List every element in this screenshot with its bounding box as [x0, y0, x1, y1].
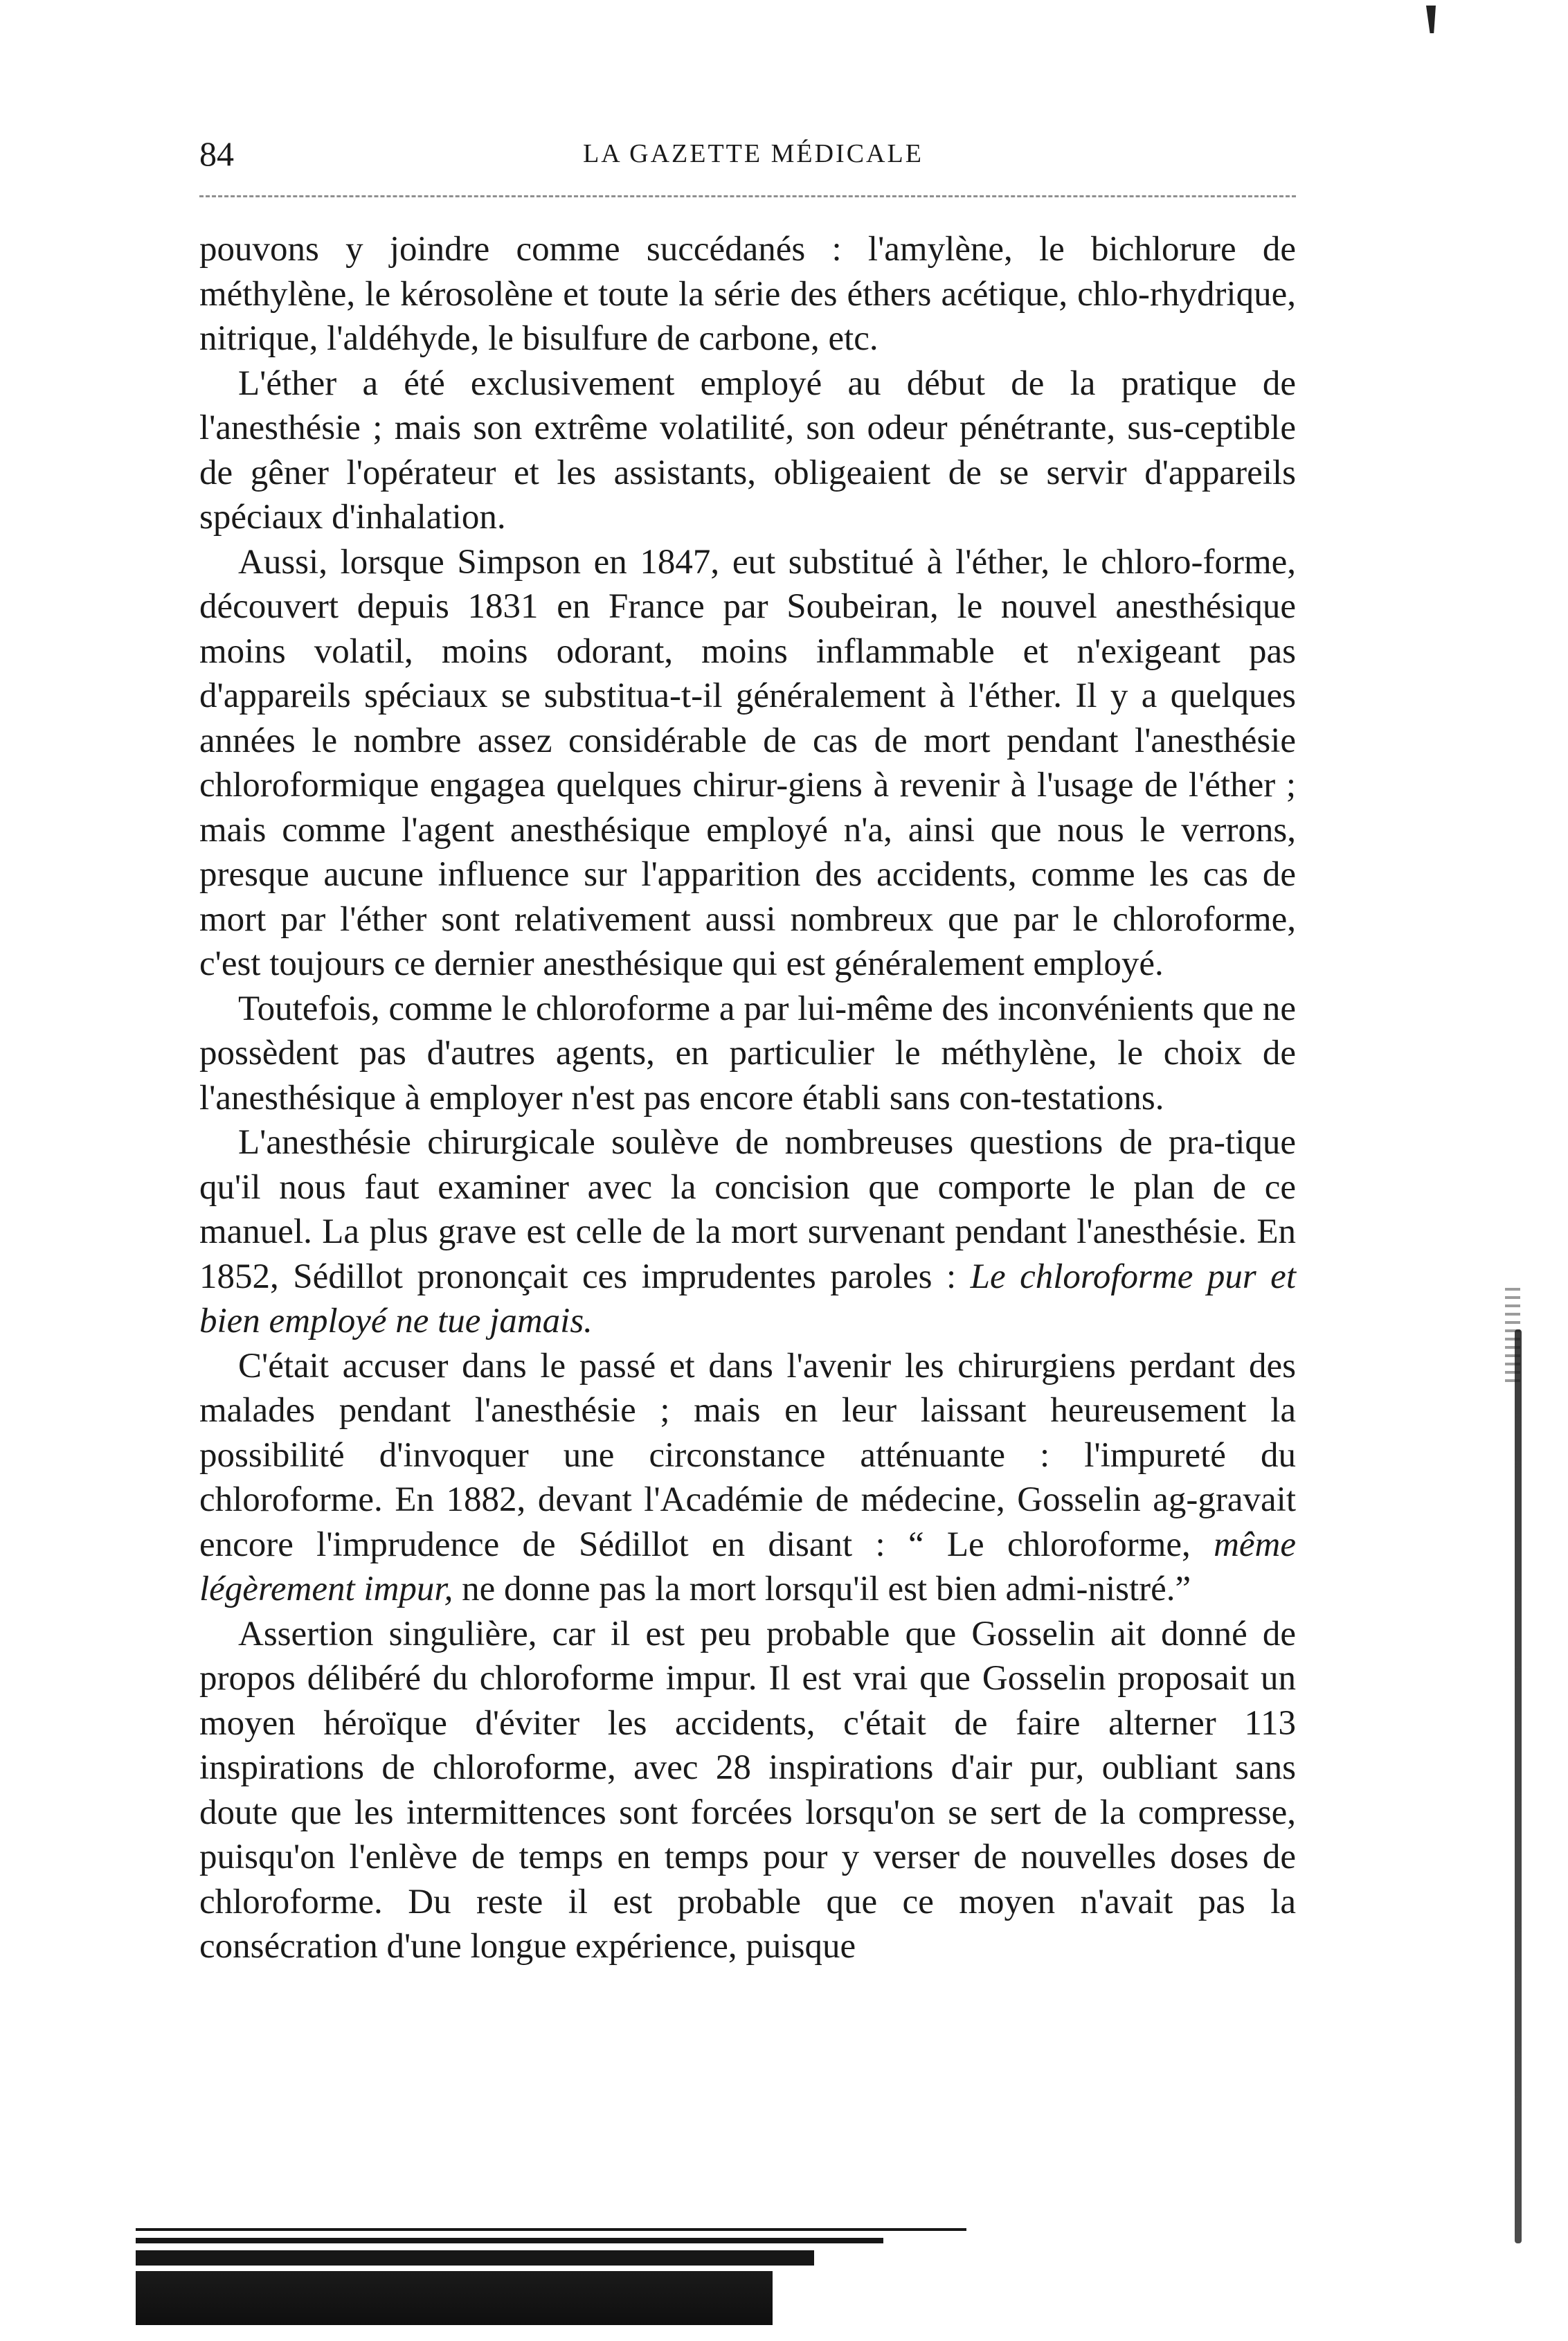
- paragraph-text: ne donne pas la mort lorsqu'il est bien admi-nistré.”: [453, 1570, 1191, 1608]
- running-head: [199, 126, 1296, 181]
- paragraph: [199, 1612, 1296, 1969]
- bottom-scan-edge: [136, 2271, 773, 2325]
- bottom-scan-rule: [136, 2228, 966, 2231]
- margin-scan-bar: [1515, 1329, 1522, 2243]
- bottom-scan-rule: [136, 2238, 883, 2243]
- paragraph-text: C'était accuser dans le passé et dans l'avenir les chirurgiens perdant des malades pendant l'anesthésie ; mais en leur laissant heureusement la possibilité d'invoquer une circonstance atténuante : l'impureté du chloroforme. En 1882, devant l'Académie de médecine, Gosselin ag-gravait encore l'imprudence de Sédillot en disant : “ Le chloroforme,: [199, 1346, 1296, 1564]
- paragraph: [199, 987, 1296, 1121]
- paragraph: [199, 540, 1296, 987]
- paragraph: [199, 1344, 1296, 1612]
- page-number: 84: [199, 134, 234, 173]
- body-text: [199, 227, 1296, 1969]
- paragraph-text: Assertion singulière, car il est peu probable que Gosselin ait donné de propos délibéré du chloroforme impur. Il est vrai que Gosselin proposait un moyen héroïque d'éviter les accidents, c'était de faire alterner 113 inspirations de chloroforme, avec 28 inspirations d'air pur, oubliant sans doute que les intermittences sont forcées lorsqu'on se sert de la compresse, puisqu'on l'enlève de temps en temps pour y verser de nouvelles doses de chloroforme. Du reste il est probable que ce moyen n'avait pas la consécration d'une longue expérience, puisque: [199, 1614, 1296, 1966]
- paragraph: [199, 361, 1296, 540]
- paragraph-text: L'éther a été exclusivement employé au début de la pratique de l'anesthésie ; mais son extrême volatilité, son odeur pénétrante, sus-ceptible de gêner l'opérateur et les assistants, obligeaient de se servir d'appareils spéciaux d'inhalation.: [199, 364, 1296, 537]
- italic-text: Le chloroforme pur et bien employé ne tue jamais.: [199, 1257, 1296, 1340]
- paragraph: [199, 227, 1296, 361]
- paragraph-text: L'anesthésie chirurgicale soulève de nombreuses questions de pra-tique qu'il nous faut examiner avec la concision que comporte le plan de ce manuel. La plus grave est celle de la mort survenant pendant l'anesthésie. En 1852, Sédillot prononçait ces imprudentes paroles :: [199, 1123, 1296, 1296]
- paragraph-text: Aussi, lorsque Simpson en 1847, eut substitué à l'éther, le chloro-forme, découvert depuis 1831 en France par Soubeiran, le nouvel anesthésique moins volatil, moins odorant, moins inflammable et n'exigeant pas d'appareils spéciaux se substitua-t-il généralement à l'éther. Il y a quelques années le nombre assez considérable de cas de mort pendant l'anesthésie chloroformique engagea quelques chirur-giens à revenir à l'usage de l'éther ; mais comme l'agent anesthésique employé n'a, ainsi que nous le verrons, presque aucune influence sur l'apparition des accidents, comme les cas de mort par l'éther sont relativement aussi nombreux que par le chloroforme, c'est toujours ce dernier anesthésique qui est généralement employé.: [199, 542, 1296, 983]
- header-rule: [199, 195, 1296, 197]
- bottom-scan-rule: [136, 2250, 814, 2266]
- italic-text: même légèrement impur,: [199, 1525, 1296, 1608]
- paragraph-text: pouvons y joindre comme succédanés : l'amylène, le bichlorure de méthylène, le kérosolène et toute la série des éthers acétique, chlo-rhydrique, nitrique, l'aldéhyde, le bisulfure de carbone, etc.: [199, 230, 1296, 358]
- header-title: LA GAZETTE MÉDICALE: [583, 139, 923, 168]
- corner-mark: [1426, 6, 1436, 33]
- paragraph: [199, 1120, 1296, 1344]
- paragraph-text: Toutefois, comme le chloroforme a par lui-même des inconvénients que ne possèdent pas d'autres agents, en particulier le méthylène, le choix de l'anesthésique à employer n'est pas encore établi sans con-testations.: [199, 989, 1296, 1118]
